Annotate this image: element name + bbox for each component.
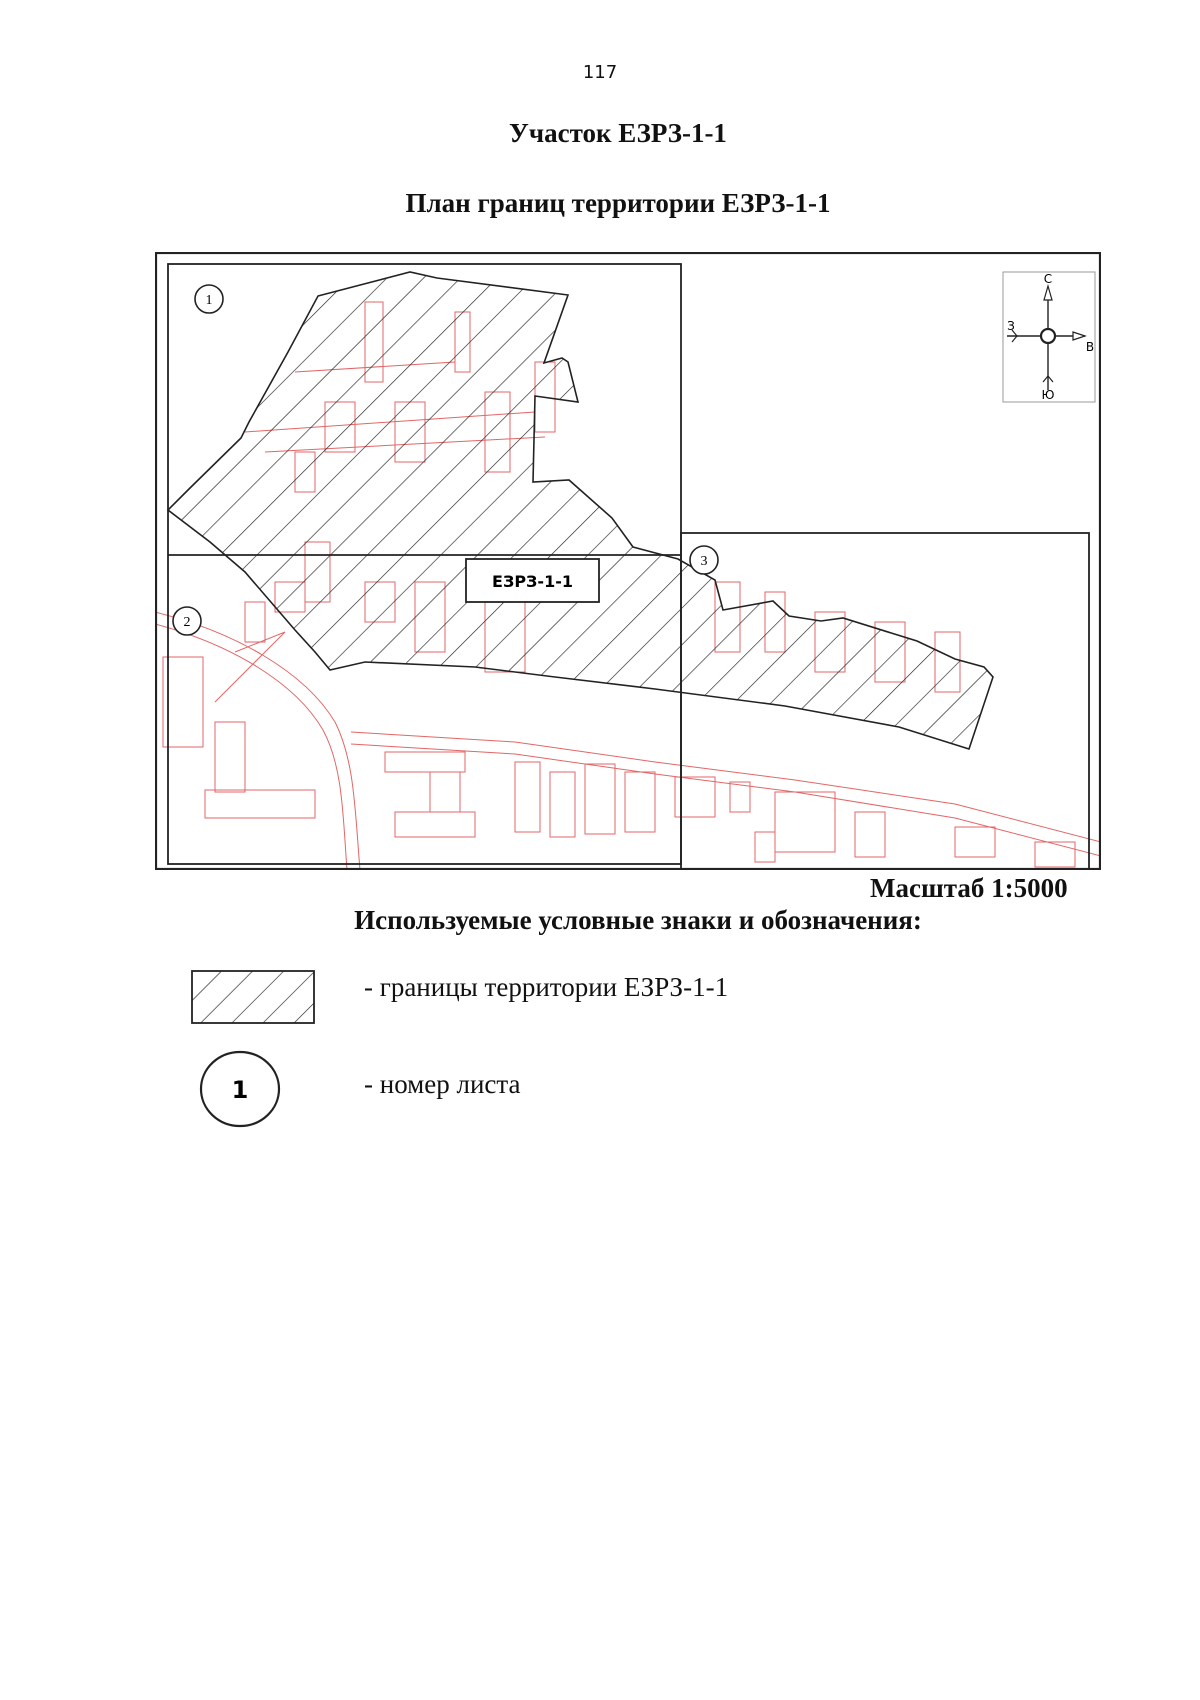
territory-polygon — [168, 272, 993, 749]
legend-sample-number: 1 — [231, 1076, 249, 1104]
plan-subtitle: План границ территории ЕЗРЗ-1-1 — [405, 188, 831, 218]
sheet-number-1: 1 — [205, 293, 213, 308]
compass-west: З — [1007, 319, 1015, 333]
legend-hatch-swatch — [191, 970, 315, 1024]
compass-north: С — [1043, 272, 1053, 286]
map-scale: Масштаб 1:5000 — [870, 873, 1068, 903]
compass-icon — [1003, 272, 1095, 402]
page-title: Участок ЕЗРЗ-1-1 — [509, 118, 727, 148]
legend-item-sheet-number: - номер листа — [364, 1069, 521, 1099]
sheet-marker-3 — [690, 546, 718, 574]
territory-map-svg — [155, 252, 1101, 870]
territory-map — [155, 252, 1101, 870]
compass-east: В — [1085, 340, 1095, 354]
legend-sheet-circle-icon — [199, 1050, 281, 1128]
sheet-number-2: 2 — [183, 615, 191, 630]
sheet-number-3: 3 — [700, 554, 708, 569]
legend-title: Используемые условные знаки и обозначения: — [354, 905, 922, 935]
sheet-marker-2 — [173, 607, 201, 635]
legend-item-boundary: - границы территории ЕЗРЗ-1-1 — [364, 972, 729, 1002]
zone-label — [466, 559, 599, 602]
sheet-marker-1 — [195, 285, 223, 313]
zone-label-text: ЕЗРЗ-1-1 — [492, 572, 573, 591]
compass-south: Ю — [1041, 388, 1055, 402]
page-number: 117 — [582, 62, 618, 83]
